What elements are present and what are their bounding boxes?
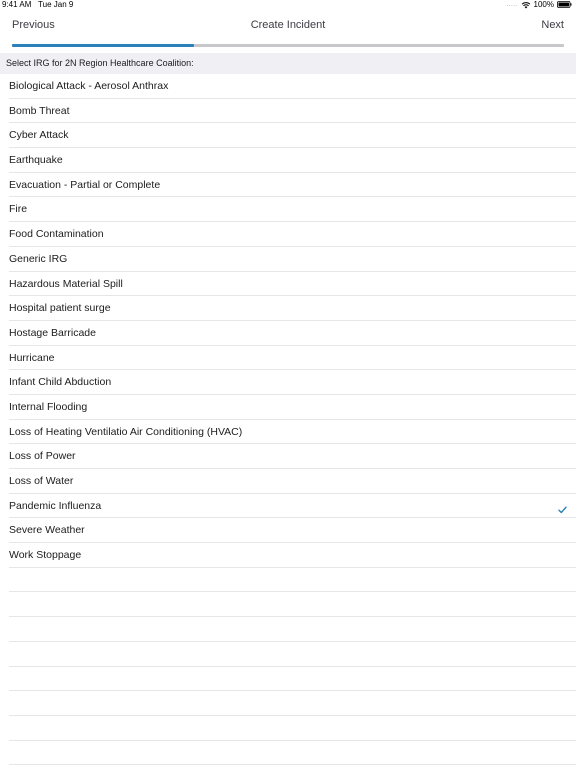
list-item[interactable] (9, 173, 576, 198)
list-item-label: Generic IRG (9, 252, 68, 265)
empty-row (9, 691, 576, 716)
list-item[interactable] (9, 420, 576, 445)
wizard-progress-bar (12, 44, 564, 47)
list-item-label: Internal Flooding (9, 400, 88, 413)
wifi-icon (521, 1, 531, 9)
checkmark-icon (558, 501, 567, 519)
irg-list (0, 74, 576, 765)
section-header-text: Select IRG for 2N Region Healthcare Coalition: (6, 58, 194, 68)
list-item[interactable] (9, 272, 576, 297)
list-item[interactable] (9, 321, 576, 346)
list-item[interactable] (9, 543, 576, 568)
list-item[interactable] (9, 494, 576, 519)
list-item-label: Hurricane (9, 351, 55, 364)
list-item-label: Hospital patient surge (9, 302, 111, 315)
empty-row (9, 592, 576, 617)
empty-row (9, 617, 576, 642)
list-item-label: Cyber Attack (9, 129, 69, 142)
list-item-label: Loss of Power (9, 450, 76, 463)
list-item-label: Food Contamination (9, 228, 104, 241)
list-item[interactable] (9, 395, 576, 420)
list-item[interactable] (9, 469, 576, 494)
status-time-text: 9:41 AM (2, 0, 32, 9)
signal-icon: ..... (506, 1, 518, 8)
list-item[interactable] (9, 123, 576, 148)
list-item[interactable] (9, 247, 576, 272)
list-item[interactable] (9, 444, 576, 469)
battery-percent: 100% (533, 0, 554, 9)
status-indicators (507, 0, 572, 9)
status-date-text: Tue Jan 9 (38, 0, 74, 9)
previous-button[interactable]: Previous (12, 19, 55, 31)
next-button[interactable]: Next (541, 19, 564, 31)
status-bar (0, 0, 576, 11)
list-item-label: Hostage Barricade (9, 326, 96, 339)
list-item[interactable] (9, 296, 576, 321)
empty-row (9, 568, 576, 593)
list-item[interactable] (9, 74, 576, 99)
list-item[interactable] (9, 518, 576, 543)
list-item-label: Loss of Heating Ventilatio Air Conditioning (HVAC) (9, 425, 243, 438)
list-item-label: Bomb Threat (9, 104, 70, 117)
battery-icon (557, 1, 572, 8)
list-item-label: Pandemic Influenza (9, 499, 102, 512)
wizard-progress-fill (12, 44, 194, 47)
empty-row (9, 642, 576, 667)
list-item-label: Severe Weather (9, 524, 85, 537)
list-item-label: Infant Child Abduction (9, 376, 112, 389)
list-item[interactable] (9, 222, 576, 247)
list-item[interactable] (9, 148, 576, 173)
list-item[interactable] (9, 99, 576, 124)
page-title: Create Incident (250, 19, 326, 31)
list-item[interactable] (9, 197, 576, 222)
list-item-label: Earthquake (9, 154, 63, 167)
empty-row (9, 741, 576, 766)
section-header (0, 53, 576, 74)
list-item-label: Work Stoppage (9, 549, 82, 562)
status-time (2, 0, 73, 9)
list-item-label: Biological Attack - Aerosol Anthrax (9, 80, 169, 92)
list-item[interactable] (9, 346, 576, 371)
empty-row (9, 667, 576, 692)
list-item-label: Evacuation - Partial or Complete (9, 178, 161, 191)
list-item-label: Fire (9, 203, 28, 216)
list-item-label: Loss of Water (9, 475, 74, 487)
empty-row (9, 716, 576, 741)
list-item[interactable] (9, 370, 576, 395)
list-item-label: Hazardous Material Spill (9, 277, 123, 290)
navigation-bar (0, 11, 576, 41)
